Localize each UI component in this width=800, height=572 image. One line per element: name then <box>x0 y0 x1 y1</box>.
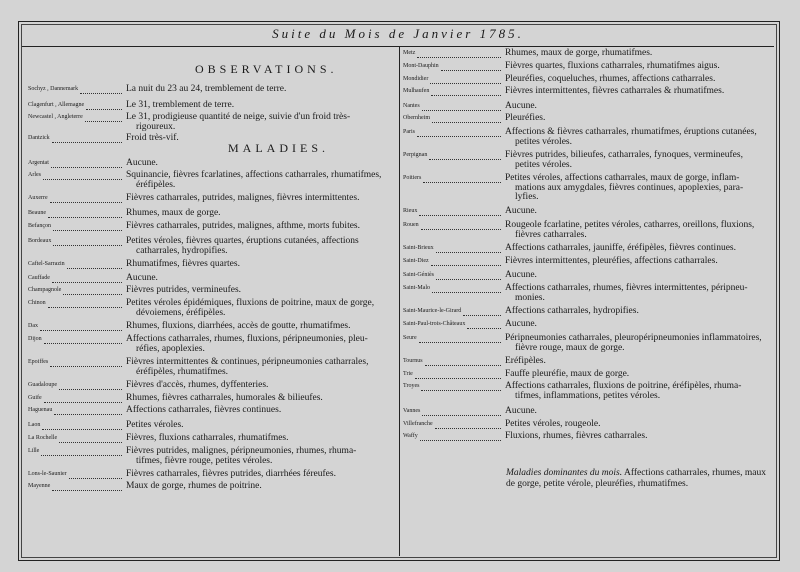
leader-dots <box>419 333 501 343</box>
list-item <box>28 334 406 354</box>
place-name: Saint-Maurice-le-Girard <box>403 308 462 314</box>
entry-text-line: Fluxions, rhumes, fièvres catharrales. <box>505 431 648 441</box>
list-item <box>403 48 785 60</box>
leader-dots <box>422 406 501 416</box>
leader-dots <box>69 469 122 479</box>
entry-text-line: éréfipèles, rhumatifmes. <box>136 366 229 377</box>
place-name: Epoiffes <box>28 359 49 365</box>
entry-text-line: Rougeole fcarlatine, petites véroles, catharres, oreillons, fluxions, <box>505 220 755 230</box>
place-name: Lille <box>28 448 40 454</box>
place-name: Nantes <box>403 103 420 109</box>
list-item <box>403 419 785 431</box>
place-name: Paris <box>403 129 415 135</box>
list-item <box>403 333 785 353</box>
list-item <box>28 273 406 285</box>
entry-text-line: Rhumatifmes, fièvres quartes. <box>126 259 240 269</box>
entry-text-line: Fauffe pleuréfie, maux de gorge. <box>505 369 630 379</box>
leader-dots <box>432 283 501 293</box>
leader-dots <box>41 446 122 456</box>
place-name: Saint-Paul-trois-Châteaux <box>403 321 466 327</box>
place-name: Arles <box>28 172 41 178</box>
entry-text-line: fièvre rouge, maux de gorge. <box>515 342 625 353</box>
entry-text-line: Eréfipèles. <box>505 356 546 366</box>
leader-dots <box>419 206 501 216</box>
entry-text-line: Rhumes, fièvres catharrales, humorales & bilieufes. <box>126 393 323 403</box>
list-item <box>403 306 785 318</box>
entry-text-line: Affections catharrales, fièvres continues. <box>126 405 282 415</box>
list-item <box>28 357 406 377</box>
entry-text-line: Fièvres putrides, vermineufes. <box>126 285 242 295</box>
leader-dots <box>80 84 122 94</box>
leader-dots <box>467 319 501 329</box>
list-item <box>28 481 406 493</box>
leader-dots <box>48 208 122 218</box>
page-header: Suite du Mois de Janvier 1785. <box>22 22 774 47</box>
list-item <box>28 221 406 233</box>
leader-dots <box>54 405 122 415</box>
entry-text-line: Fièvres catharrales, putrides, malignes, afthme, morts fubites. <box>126 221 361 231</box>
place-name: Laon <box>28 422 41 428</box>
list-item <box>28 100 406 112</box>
leader-dots <box>425 356 501 366</box>
place-name: Newcastel , Angleterre <box>28 114 83 120</box>
place-name: Lons-le-Saunier <box>28 471 67 477</box>
leader-dots <box>421 381 501 391</box>
list-item <box>403 356 785 368</box>
entry-text-line: Petites véroles, rougeole. <box>505 419 601 429</box>
list-item <box>403 270 785 282</box>
leader-dots <box>40 321 122 331</box>
entry-text-line: Pleuréfies, coqueluches, rhumes, affections catharrales. <box>505 74 716 84</box>
place-name: Sochyz , Dannemark <box>28 86 79 92</box>
place-name: Poitiers <box>403 175 422 181</box>
list-item <box>403 101 785 113</box>
entry-text-line: Aucune. <box>126 273 158 283</box>
leader-dots <box>423 173 501 183</box>
list-item <box>403 150 785 170</box>
place-name: Haguenau <box>28 407 53 413</box>
entry-text-line: Aucune. <box>505 101 537 111</box>
list-item <box>403 406 785 418</box>
entry-text-line: Fièvres putrides, malignes, péripneumonies, rhumes, rhuma- <box>126 446 357 456</box>
summary <box>506 468 768 489</box>
leader-dots <box>44 393 122 403</box>
leader-dots <box>417 127 501 137</box>
entry-text-line: Fièvres d'accès, rhumes, dyffenteries. <box>126 380 269 390</box>
leader-dots <box>417 48 501 58</box>
entry-text-line: Petites véroles, affections catharrales, maux de gorge, inflam- <box>505 173 740 183</box>
place-name: Obernheim <box>403 115 430 121</box>
place-name: Clagenfurt , Allemagne <box>28 102 85 108</box>
list-item <box>403 369 785 381</box>
list-item <box>403 206 785 218</box>
entry-text-line: Affections catharrales, hydropifies. <box>505 306 639 316</box>
place-name: Befançon <box>28 223 51 229</box>
entry-text-line: Pleuréfies. <box>505 113 546 123</box>
entry-text-line: Petites véroles. <box>126 420 184 430</box>
entry-text-line: catharrales, hydropifies. <box>136 245 228 256</box>
entry-text-line: Affections catharrales, rhumes, fluxions, péripneumonies, pleu- <box>126 334 368 344</box>
place-name: Mayenne <box>28 483 51 489</box>
leader-dots <box>431 256 501 266</box>
entry-text-line: Rhumes, maux de gorge, rhumatifmes. <box>505 48 653 58</box>
place-name: Saint-Brieux <box>403 245 434 251</box>
leader-dots <box>43 170 122 180</box>
place-name: Chinon <box>28 300 46 306</box>
entry-text-line: Fièvres intermittentes & continues, péripneumonies catharrales, <box>126 357 369 367</box>
entry-text-line: petites véroles. <box>515 159 572 170</box>
list-item <box>28 236 406 256</box>
leader-dots <box>415 369 501 379</box>
list-item <box>28 259 406 271</box>
place-name: Dantzick <box>28 135 50 141</box>
entry-text-line: réfies, apoplexies. <box>136 343 205 354</box>
place-name: Villefranche <box>403 421 433 427</box>
leader-dots <box>441 61 501 71</box>
entry-text-line: Fièvres catharrales, putrides, malignes, fièvres intermittentes. <box>126 193 360 203</box>
leader-dots <box>53 236 122 246</box>
list-item <box>28 193 406 205</box>
list-item <box>28 433 406 445</box>
entry-text-line: lyfies. <box>515 192 539 202</box>
list-item <box>403 127 785 147</box>
place-name: Waffy <box>403 433 418 439</box>
entry-text-line: Petites véroles, fièvres quartes, éruptions cutanées, affections <box>126 236 359 246</box>
place-name: Saint-Malo <box>403 285 430 291</box>
leader-dots <box>67 259 122 269</box>
list-item <box>28 133 406 145</box>
leader-dots <box>44 334 122 344</box>
entry-text-line: Rhumes, fluxions, diarrhées, accès de goutte, rhumatifmes. <box>126 321 351 331</box>
entry-text-line: Fièvres putrides, bilieufes, catharrales, fynoques, vermineufes, <box>505 150 743 160</box>
entry-text-line: Maux de gorge, rhumes de poitrine. <box>126 481 262 491</box>
list-item <box>403 74 785 86</box>
entry-text-line: monies. <box>515 292 545 303</box>
place-name: Troyes <box>403 383 420 389</box>
list-item <box>28 285 406 297</box>
place-name: Bordeaux <box>28 238 52 244</box>
list-item <box>28 158 406 170</box>
entry-text-line: Péripneumonies catharrales, pleuropéripneumonies inflammatoires, <box>505 333 762 343</box>
entry-text-line: tifmes, inflammations, petites véroles. <box>515 390 661 401</box>
place-name: Mont-Dauphin <box>403 63 439 69</box>
leader-dots <box>435 419 501 429</box>
observations-title: OBSERVATIONS. <box>195 62 338 76</box>
leader-dots <box>51 158 122 168</box>
entry-text-line: Fièvres quartes, fluxions catharrales, rhumatifmes aigus. <box>505 61 720 71</box>
place-name: Mondidier <box>403 76 429 82</box>
entry-text-line: Squinancie, fièvres fcarlatines, affections catharrales, rhumatifmes, <box>126 170 382 180</box>
place-name: Champagnole <box>28 287 62 293</box>
list-item <box>28 380 406 392</box>
list-item <box>403 243 785 255</box>
leader-dots <box>422 101 501 111</box>
list-item <box>28 170 406 190</box>
list-item <box>403 283 785 303</box>
entry-text-line: Fièvres intermittentes, fièvres catharrales & rhumatifmes. <box>505 86 725 96</box>
entry-text-line: Froid très-vif. <box>126 133 179 143</box>
leader-dots <box>53 221 122 231</box>
place-name: Beaune <box>28 210 46 216</box>
place-name: Saint-Diez <box>403 258 429 264</box>
entry-text-line: Aucune. <box>505 270 537 280</box>
summary-label: Maladies dominantes du mois. <box>506 468 623 478</box>
place-name: Mulhaufen <box>403 88 430 94</box>
list-item <box>28 469 406 481</box>
entry-text-line: Affections catharrales, jauniffe, éréfipèles, fièvres continues. <box>505 243 736 253</box>
leader-dots <box>59 433 122 443</box>
entry-text-line: éréfipèles. <box>136 179 176 190</box>
list-item <box>28 393 406 405</box>
leader-dots <box>86 100 122 110</box>
place-name: Argentat <box>28 160 49 166</box>
entry-text-line: Rhumes, maux de gorge. <box>126 208 221 218</box>
entry-text-line: Fièvres intermittentes, pleuréfies, affections catharrales. <box>505 256 718 266</box>
leader-dots <box>430 74 501 84</box>
list-item <box>403 319 785 331</box>
entry-text-line: rigoureux. <box>136 121 176 132</box>
place-name: Saint-Géniès <box>403 272 434 278</box>
place-name: Guife <box>28 395 42 401</box>
list-item <box>403 61 785 73</box>
maladies-title: MALADIES. <box>228 141 329 155</box>
leader-dots <box>50 357 122 367</box>
place-name: Auxerre <box>28 195 48 201</box>
place-name: Guadaloupe <box>28 382 57 388</box>
leader-dots <box>42 420 122 430</box>
leader-dots <box>63 285 122 295</box>
list-item <box>28 420 406 432</box>
leader-dots <box>59 380 122 390</box>
leader-dots <box>436 243 501 253</box>
entry-text-line: Affections catharrales, rhumes, fièvres intermittentes, péripneu- <box>505 283 748 293</box>
entry-text-line: dévoiemens, éréfipèles. <box>136 307 226 318</box>
leader-dots <box>432 113 501 123</box>
entry-text-line: Fièvres catharrales, fièvres putrides, diarrhées féreufes. <box>126 469 336 479</box>
entry-text-line: petites véroles. <box>515 136 572 147</box>
place-name: Trie <box>403 371 413 377</box>
leader-dots <box>50 193 122 203</box>
list-item <box>403 431 785 443</box>
leader-dots <box>436 270 501 280</box>
place-name: Metz <box>403 50 416 56</box>
leader-dots <box>431 86 501 96</box>
entry-text-line: Petites véroles épidémiques, fluxions de poitrine, maux de gorge, <box>126 298 375 308</box>
place-name: La Rochelle <box>28 435 58 441</box>
list-item <box>28 208 406 220</box>
entry-text-line: Aucune. <box>505 406 537 416</box>
list-item <box>28 405 406 417</box>
entry-text-line: tifmes, fièvre rouge, petites véroles. <box>136 455 273 466</box>
list-item <box>28 321 406 333</box>
place-name: Rieux <box>403 208 418 214</box>
leader-dots <box>421 220 501 230</box>
leader-dots <box>52 133 122 143</box>
leader-dots <box>52 273 122 283</box>
leader-dots <box>463 306 501 316</box>
list-item <box>403 173 785 202</box>
entry-text-line: mations aux amygdales, fièvres continues, apoplexies, para- <box>515 182 744 193</box>
place-name: Cauffade <box>28 275 50 281</box>
list-item <box>403 113 785 125</box>
place-name: Perpignan <box>403 152 428 158</box>
list-item <box>28 84 406 96</box>
leader-dots <box>48 298 122 308</box>
entry-text-line: Aucune. <box>126 158 158 168</box>
entry-text-line: fièvres catharrales. <box>515 229 587 240</box>
list-item <box>403 86 785 98</box>
place-name: Caftel-Sarrazin <box>28 261 65 267</box>
entry-text-line: Le 31, tremblement de terre. <box>126 100 235 110</box>
place-name: Vannes <box>403 408 421 414</box>
place-name: Dijon <box>28 336 42 342</box>
place-name: Rouen <box>403 222 419 228</box>
entry-text-line: Le 31, prodigieuse quantité de neige, suivie d'un froid très- <box>126 112 351 122</box>
entry-text-line: Aucune. <box>505 206 537 216</box>
list-item <box>28 112 406 132</box>
entry-text-line: Affections catharrales, fluxions de poitrine, éréfipèles, rhuma- <box>505 381 742 391</box>
entry-text-line: Aucune. <box>505 319 537 329</box>
place-name: Dax <box>28 323 38 329</box>
leader-dots <box>420 431 501 441</box>
list-item <box>28 298 406 318</box>
leader-dots <box>85 112 122 122</box>
entry-text-line: Fièvres, fluxions catharrales, rhumatifmes. <box>126 433 289 443</box>
leader-dots <box>429 150 501 160</box>
list-item <box>403 256 785 268</box>
entry-text-line: Affections & fièvres catharrales, rhumatifmes, éruptions cutanées, <box>505 127 757 137</box>
list-item <box>403 381 785 401</box>
leader-dots <box>52 481 122 491</box>
entry-text-line: La nuit du 23 au 24, tremblement de terre. <box>126 84 287 94</box>
place-name: Tournus <box>403 358 423 364</box>
list-item <box>28 446 406 466</box>
list-item <box>403 220 785 240</box>
summary-text: Affections catharrales, rhumes, maux de gorge, petite vérole, pleuréfies, rhumatifmes. <box>506 468 766 489</box>
place-name: Seure <box>403 335 417 341</box>
